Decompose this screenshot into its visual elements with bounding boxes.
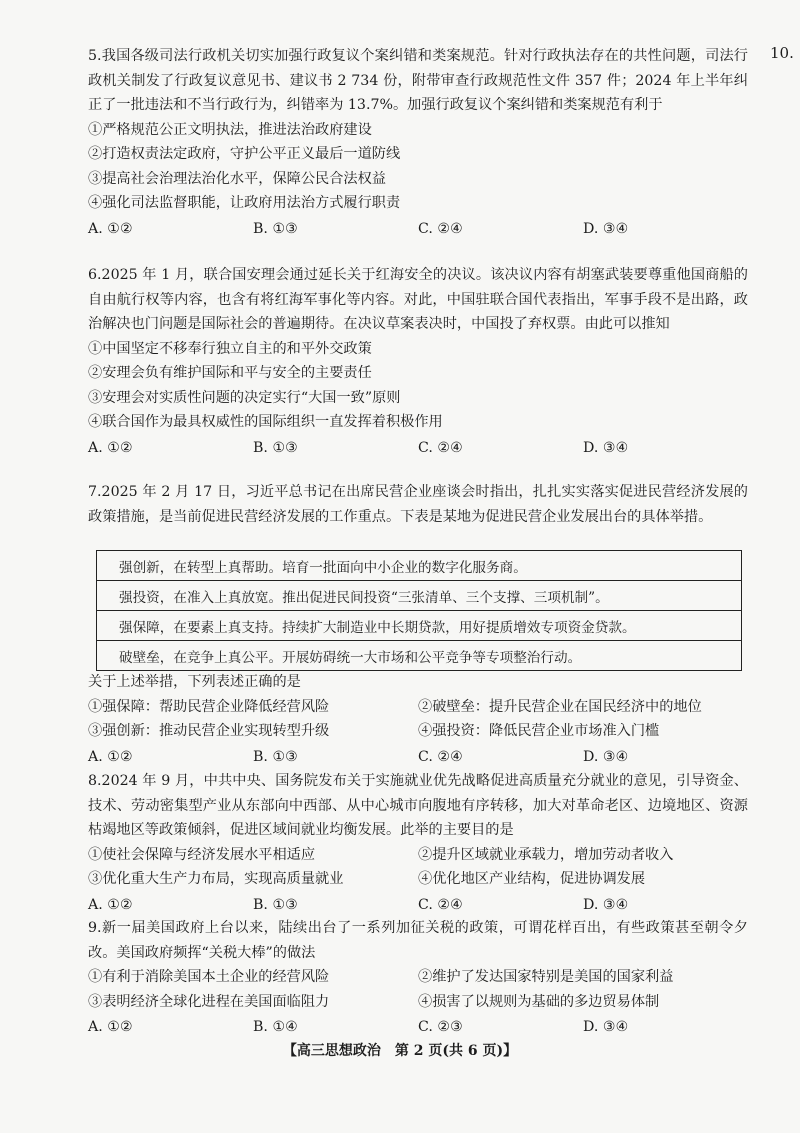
statement-2: ②提升区域就业承载力，增加劳动者收入 [418,846,674,863]
statement-3: ③表明经济全球化进程在美国面临阻力 [88,993,330,1010]
choice-c: C. ②③ [418,1019,463,1035]
statement-1: ①强保障：帮助民营企业降低经营风险 [88,698,330,715]
choice-d: D. ③④ [583,220,629,237]
table-cell: 强投资，在准入上真放宽。推出促进民间投资“三张清单、三个支撑、三项机制”。 [97,581,742,611]
statement-2: ②维护了发达国家特别是美国的国家利益 [418,969,674,985]
question-stem: 8.2024 年 9 月，中共中央、国务院发布关于实施就业优先战略促进高质量充分就业的意见，引导资金、技术、劳动密集型产业从东部向中西部、从中心城市向腹地有序转移，加大对革命老区、边境地区、资源枯竭地区等政策倾斜，促进区域间就业均衡发展。此举的主要目的是 [88,773,748,838]
table-cell: 强创新，在转型上真帮助。培育一批面向中小企业的数字化服务商。 [97,551,742,581]
choice-b: B. ①④ [253,1019,298,1035]
statement-3: ③优化重大生产力布局，实现高质量就业 [88,871,344,887]
statement-1: ①严格规范公正文明执法，推进法治政府建设 [88,121,372,138]
statement-row [88,695,748,720]
choice-c: C. ②④ [418,748,463,765]
choice-c: C. ②④ [418,896,463,913]
choice-d: D. ③④ [583,439,629,456]
answer-choices [88,745,748,770]
answer-choices [88,1015,748,1040]
choice-b: B. ①③ [253,896,298,913]
statement-4: ④强化司法监督职能，让政府用法治方式履行职责 [88,195,401,211]
margin-question-number: 10. [770,44,794,62]
choice-c: C. ②④ [418,220,463,237]
statement-2: ②打造权责法定政府，守护公平正义最后一道防线 [88,146,401,162]
question-7 [88,480,748,529]
table-cell: 强保障，在要素上真支持。持续扩大制造业中长期贷款，用好提质增效专项资金贷款。 [97,611,742,641]
page-footer: 【高三思想政治 第 2 页(共 6 页)】 [282,1043,518,1059]
table-row [97,551,742,581]
table-row [97,581,742,611]
choice-b: B. ①③ [253,439,298,456]
statement-2: ②安理会负有维护国际和平与安全的主要责任 [88,365,372,381]
answer-choices [88,893,748,918]
statement-1: ①有利于消除美国本土企业的经营风险 [88,969,330,985]
question-stem: 5.我国各级司法行政机关切实加强行政复议个案纠错和类案规范。针对行政执法存在的共性问题，司法行政机关制发了行政复议意见书、建议书 2 734 份，附带审查行政规范性文件 357 件；2024 年上半年纠正了一批违法和不当行政行为，纠错率为 13.7%。加强行政复议个案纠错和类案规范有利于 [88,48,748,113]
choice-d: D. ③④ [583,748,629,765]
statement-4: ④联合国作为最具权威性的国际组织一直发挥着积极作用 [88,414,443,430]
choice-b: B. ①③ [253,748,298,765]
statement-1: ①中国坚定不移奉行独立自主的和平外交政策 [88,340,372,357]
statement-row [88,990,748,1015]
policy-measures-table [96,550,742,671]
table-row [97,611,742,641]
choice-c: C. ②④ [418,439,463,456]
question-stem: 7.2025 年 2 月 17 日，习近平总书记在出席民营企业座谈会时指出，扎扎实实落实促进民营经济发展的政策措施，是当前促进民营经济发展的工作重点。下表是某地为促进民营企业发展出台的具体举措。 [88,484,748,525]
statement-3: ③强创新：推动民营企业实现转型升级 [88,723,330,739]
statement-2: ②破壁垒：提升民营企业在国民经济中的地位 [418,698,702,715]
choice-a: A. ①② [88,220,133,237]
choice-d: D. ③④ [583,1019,629,1035]
statement-3: ③安理会对实质性问题的决定实行“大国一致”原则 [88,389,401,406]
statement-4: ④优化地区产业结构，促进协调发展 [418,871,646,887]
statement-row [88,719,748,744]
question-5 [88,44,748,242]
answer-choices [88,217,748,242]
choice-a: A. ①② [88,748,133,765]
question-8 [88,769,748,918]
statement-4: ④强投资：降低民营企业市场准入门槛 [418,723,660,739]
statement-row [88,965,748,990]
table-row [97,641,742,671]
statement-row [88,867,748,892]
question-prompt: 关于上述举措，下列表述正确的是 [88,674,301,690]
choice-a: A. ①② [88,1019,133,1035]
statement-row [88,843,748,868]
question-6 [88,263,748,461]
question-9 [88,916,748,1040]
choice-d: D. ③④ [583,896,629,913]
choice-a: A. ①② [88,439,133,456]
statement-3: ③提高社会治理法治化水平，保障公民合法权益 [88,170,386,187]
choice-a: A. ①② [88,896,133,913]
statement-1: ①使社会保障与经济发展水平相适应 [88,846,316,863]
choice-b: B. ①③ [253,220,298,237]
question-7-continued [88,670,748,770]
answer-choices [88,436,748,461]
question-stem: 6.2025 年 1 月，联合国安理会通过延长关于红海安全的决议。该决议内容有胡塞武装要尊重他国商船的自由航行权等内容，也含有将红海军事化等内容。对此，中国驻联合国代表指出，军事手段不是出路，政治解决也门问题是国际社会的普遍期待。在决议草案表决时，中国投了弃权票。由此可以推知 [88,267,748,332]
statement-4: ④损害了以规则为基础的多边贸易体制 [418,993,660,1010]
table-cell: 破壁垒，在竞争上真公平。开展妨碍统一大市场和公平竞争等专项整治行动。 [97,641,742,671]
question-stem: 9.新一届美国政府上台以来，陆续出台了一系列加征关税的政策，可谓花样百出，有些政策甚至朝令夕改。美国政府频挥“关税大棒”的做法 [88,920,748,961]
